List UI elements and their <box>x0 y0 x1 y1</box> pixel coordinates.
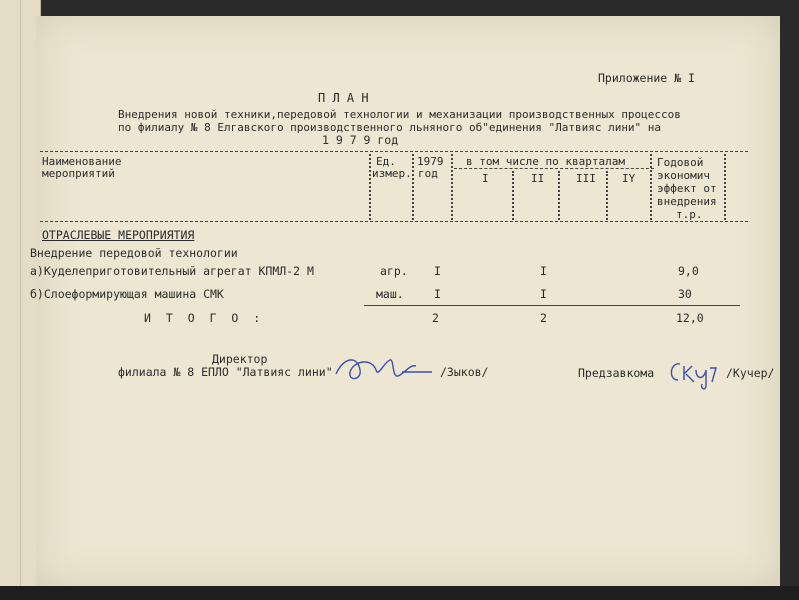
row-year: I <box>434 287 441 301</box>
table-top-rule <box>40 151 748 152</box>
quarters-rule <box>454 168 654 169</box>
col-divider <box>650 154 652 220</box>
row-unit: маш. <box>376 287 404 301</box>
chair-title: Предзавкома <box>578 366 655 380</box>
col-divider <box>606 171 608 220</box>
col-divider <box>512 171 514 220</box>
row-q2: I <box>540 264 547 278</box>
col-unit-header-2: измер. <box>372 167 412 180</box>
total-q2: 2 <box>540 311 547 325</box>
row-unit: агр. <box>380 264 408 278</box>
col-name-header-2: мероприятий <box>42 167 115 180</box>
col-effect-header-5: т.р. <box>676 208 703 221</box>
col-quarters-header: в том числе по кварталам <box>466 155 625 168</box>
scan-bottom-edge <box>0 586 799 600</box>
col-effect-header-3: эффект от <box>657 182 717 195</box>
row-name: б)Слоеформирующая машина СМК <box>30 287 224 301</box>
subtitle-line-2: по филиалу № 8 Елгавского производственного льняного об"единения "Латвияс лини" на <box>118 121 662 134</box>
col-divider <box>451 154 453 220</box>
chair-name: /Кучер/ <box>726 366 775 380</box>
appendix-label: Приложение № I <box>598 71 695 85</box>
document-sheet <box>30 16 780 586</box>
col-effect-header-2: экономич <box>657 169 710 182</box>
section-title: ОТРАСЛЕВЫЕ МЕРОПРИЯТИЯ <box>42 228 195 242</box>
col-divider <box>369 154 371 220</box>
col-q4-header: IY <box>622 172 636 185</box>
col-unit-header: Ед. <box>376 155 396 168</box>
col-q2-header: II <box>531 172 545 185</box>
total-rule <box>364 305 740 306</box>
row-year: I <box>434 264 441 278</box>
row-effect: 30 <box>678 287 692 301</box>
total-effect: 12,0 <box>676 311 704 325</box>
col-effect-header-4: внедрения <box>657 195 717 208</box>
director-signature <box>332 352 442 386</box>
row-q2: I <box>540 287 547 301</box>
director-title: Директор <box>212 352 268 366</box>
total-year: 2 <box>432 311 439 325</box>
col-divider <box>558 171 560 220</box>
chair-signature <box>666 356 722 392</box>
col-year-header-2: год <box>418 167 438 180</box>
col-name-header: Наименование <box>42 155 122 168</box>
group-title: Внедрение передовой технологии <box>30 246 238 260</box>
col-effect-header: Годовой <box>657 156 704 169</box>
col-q3-header: III <box>576 172 596 185</box>
col-divider <box>724 154 726 220</box>
table-header-bottom-rule <box>40 221 748 222</box>
subtitle-line-1: Внедрения новой техники,передовой технологии и механизации производственных процессов <box>118 108 681 121</box>
col-q1-header: I <box>482 172 489 185</box>
row-effect: 9,0 <box>678 264 699 278</box>
col-divider <box>412 154 414 220</box>
total-label: И Т О Г О : <box>144 311 265 325</box>
col-year-header: 1979 <box>417 155 444 168</box>
director-branch: филиала № 8 ЕПЛО "Латвияс лини" <box>118 365 333 379</box>
document-title: П Л А Н <box>318 91 369 105</box>
year-line: 1 9 7 9 год <box>322 133 399 147</box>
director-name: /Зыков/ <box>440 365 489 379</box>
row-name: а)Куделеприготовительный агрегат КПМЛ-2 М <box>30 264 314 278</box>
